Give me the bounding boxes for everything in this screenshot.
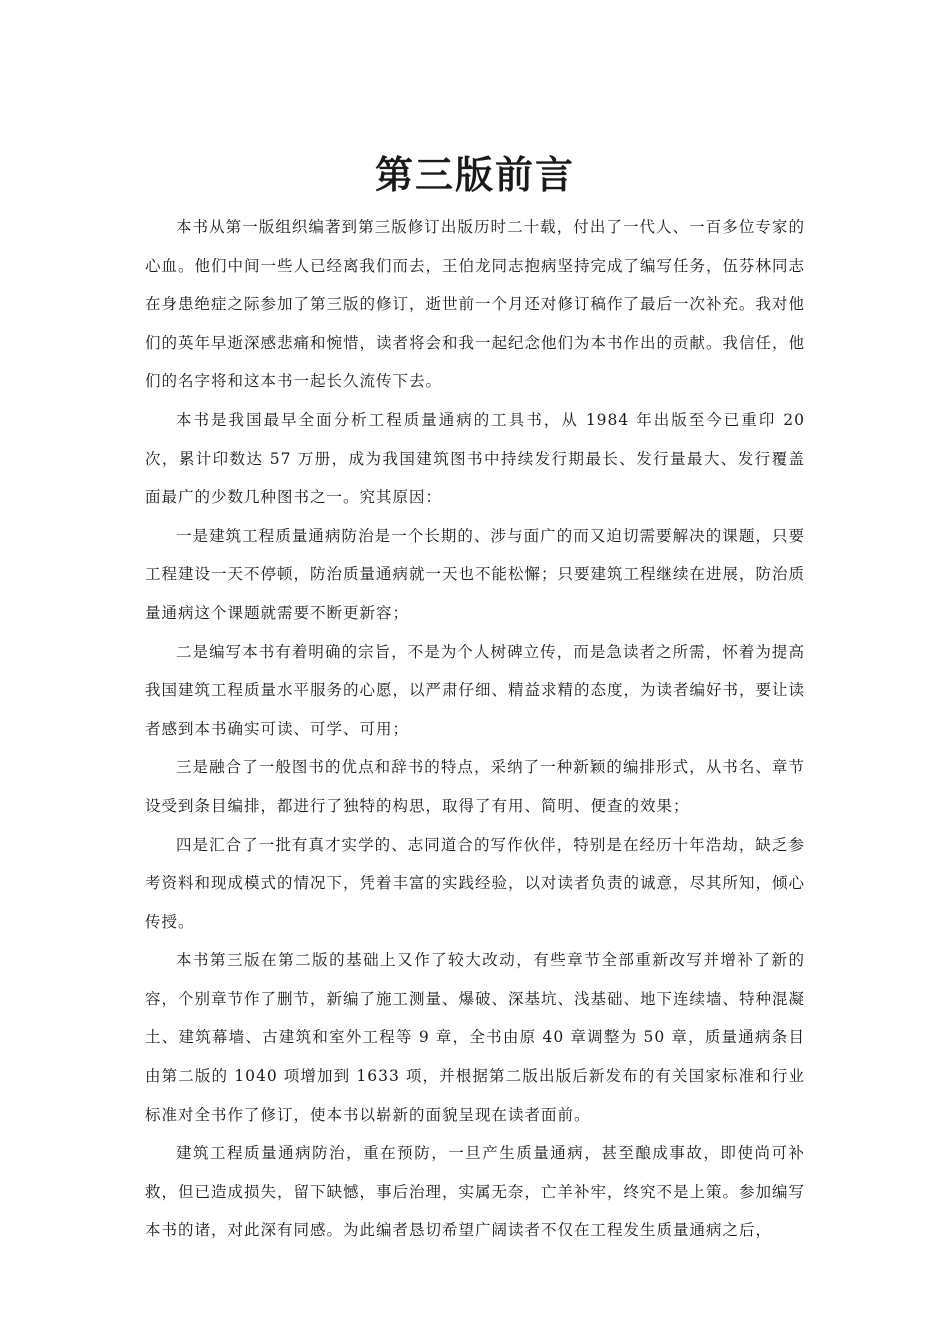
paragraph-3: 一是建筑工程质量通病防治是一个长期的、涉与面广的而又迫切需要解决的课题，只要工程建设一天不停顿，防治质量通病就一天也不能松懈；只要建筑工程继续在进展，防治质量通病这个课题就需要不断更新容； bbox=[145, 526, 806, 622]
paragraph-8: 建筑工程质量通病防治，重在预防，一旦产生质量通病，甚至酿成事故，即使尚可补救，但已造成损失，留下缺憾，事后治理，实属无奈，亡羊补牢，终究不是上策。参加编写本书的诸，对此深有同感。为此编者恳切希望广阔读者不仅在工程发生质量通病之后， bbox=[145, 1144, 806, 1240]
paragraph-5: 三是融合了一般图书的优点和辞书的特点，采纳了一种新颖的编排形式，从书名、章节设受到条目编排，都进行了独特的构思，取得了有用、简明、便查的效果； bbox=[145, 758, 805, 815]
paragraph-2: 本书是我国最早全面分析工程质量通病的工具书，从 1984 年出版至今已重印 20 次，累计印数达 57 万册，成为我国建筑图书中持续发行期最长、发行量最大、发行覆盖面最广的少数几种图书之一。究其原因： bbox=[145, 410, 805, 507]
paragraph-6: 四是汇合了一批有真才实学的、志同道合的写作伙伴，特别是在经历十年浩劫，缺乏参考资料和现成模式的情况下，凭着丰富的实践经验，以对读者负责的诚意，尽其所知，倾心传授。 bbox=[145, 835, 806, 931]
paragraph-1: 本书从第一版组织编著到第三版修订出版历时二十载，付出了一代人、一百多位专家的心血。他们中间一些人已经离我们而去，王伯龙同志抱病坚持完成了编写任务，伍芬林同志在身患绝症之际参加了第三版的修订，逝世前一个月还对修订稿作了最后一次补充。我对他们的英年早逝深感悲痛和惋惜，读者将会和我一起纪念他们为本书作出的贡献。我信任，他们的名字将和这本书一起长久流传下去。 bbox=[145, 218, 806, 391]
paragraph-4: 二是编写本书有着明确的宗旨，不是为个人树碑立传，而是急读者之所需，怀着为提高我国建筑工程质量水平服务的心愿，以严肃仔细、精益求精的态度，为读者编好书，要让读者感到本书确实可读、可学、可用； bbox=[145, 642, 806, 738]
paragraph-7: 本书第三版在第二版的基础上又作了较大改动，有些章节全部重新改写并增补了新的容，个别章节作了删节，新编了施工测量、爆破、深基坑、浅基础、地下连续墙、特种混凝土、建筑幕墙、古建筑和室外工程等 9 章，全书由原 40 章调整为 50 章，质量通病条目由第二版的 1040 项增加到 1633 项，并根据第二版出版后新发布的有关国家标准和行业标准对全书作了修订，使本书以崭新的面貌呈现在读者面前。 bbox=[145, 951, 806, 1124]
page-title: 第三版前言 bbox=[374, 152, 575, 198]
body-text bbox=[145, 208, 805, 1250]
